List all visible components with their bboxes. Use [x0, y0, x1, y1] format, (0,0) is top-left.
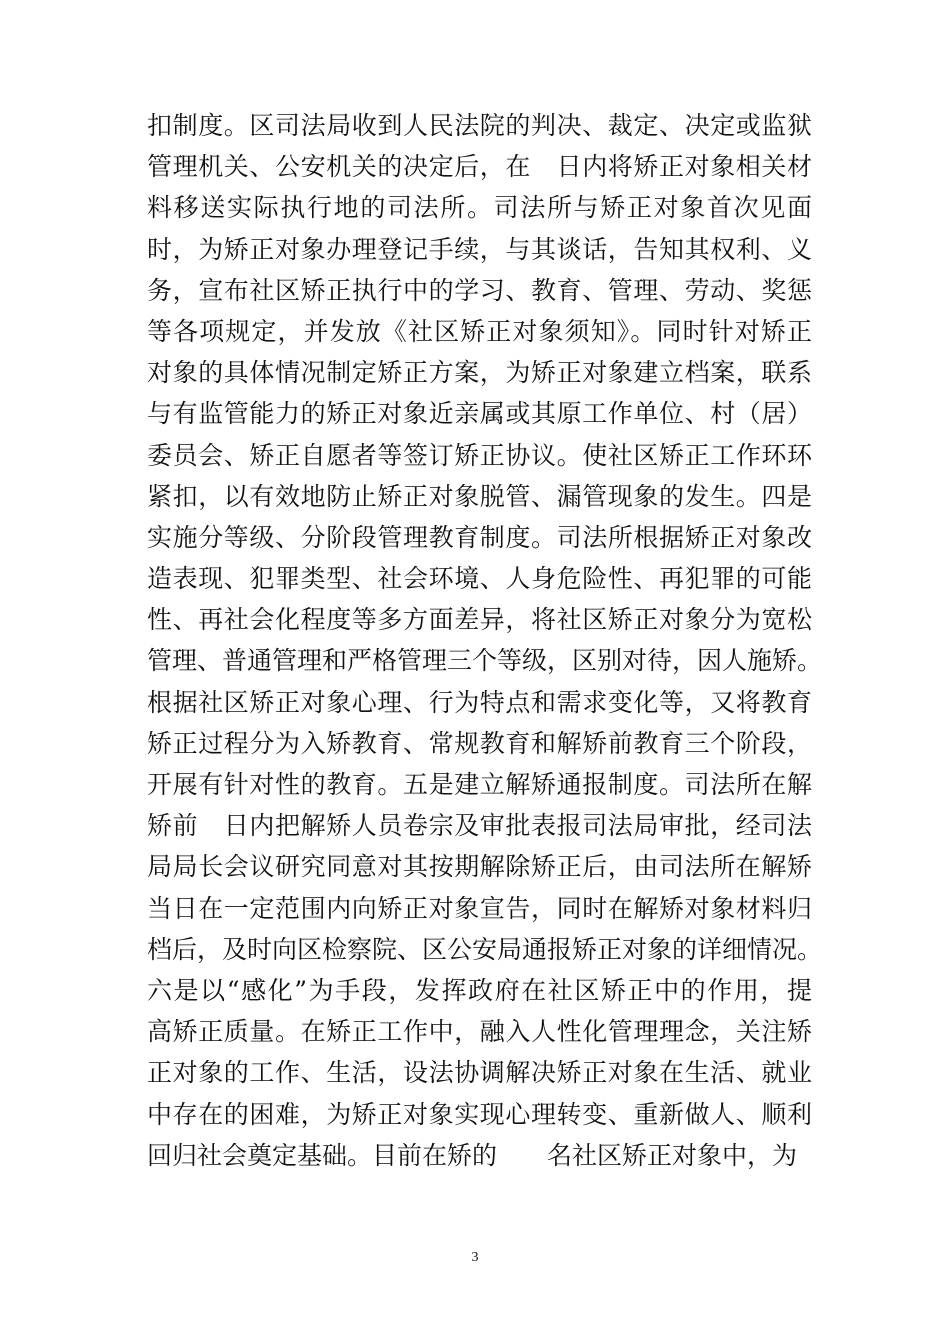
- text-line: 当日在一定范围内向矫正对象宣告，同时在解矫对象材料归: [147, 893, 812, 923]
- text-line: 局局长会议研究同意对其按期解除矫正后，由司法所在解矫: [147, 852, 812, 882]
- text-line: 回归社会奠定基础。目前在矫的 名社区矫正对象中，为: [147, 1140, 798, 1170]
- page-number: 3: [471, 1250, 479, 1265]
- text-line: 管理、普通管理和严格管理三个等级，区别对待，因人施矫。: [147, 646, 823, 676]
- text-line: 根据社区矫正对象心理、行为特点和需求变化等，又将教育: [147, 687, 812, 717]
- text-line: 中存在的困难，为矫正对象实现心理转变、重新做人、顺利: [147, 1099, 812, 1129]
- text-line: 委员会、矫正自愿者等签订矫正协议。使社区矫正工作环环: [147, 440, 812, 470]
- text-line: 对象的具体情况制定矫正方案，为矫正对象建立档案，联系: [147, 358, 812, 388]
- text-line: 实施分等级、分阶段管理教育制度。司法所根据矫正对象改: [147, 522, 812, 552]
- text-line: 性、再社会化程度等多方面差异，将社区矫正对象分为宽松: [147, 605, 812, 635]
- text-line: 料移送实际执行地的司法所。司法所与矫正对象首次见面: [147, 193, 812, 223]
- text-line: 管理机关、公安机关的决定后，在 日内将矫正对象相关材: [147, 152, 812, 182]
- text-line: 等各项规定，并发放《社区矫正对象须知》。同时针对矫正: [147, 316, 812, 346]
- text-line: 造表现、犯罪类型、社会环境、人身危险性、再犯罪的可能: [147, 564, 812, 594]
- text-line: 高矫正质量。在矫正工作中，融入人性化管理理念，关注矫: [147, 1017, 812, 1047]
- text-line: 开展有针对性的教育。五是建立解矫通报制度。司法所在解: [147, 770, 812, 799]
- text-line: 正对象的工作、生活，设法协调解决矫正对象在生活、就业: [147, 1058, 812, 1088]
- text-line: 与有监管能力的矫正对象近亲属或其原工作单位、村（居）: [147, 399, 812, 429]
- text-line: 紧扣，以有效地防止矫正对象脱管、漏管现象的发生。四是: [147, 481, 812, 511]
- text-line: 矫前 日内把解矫人员卷宗及审批表报司法局审批，经司法: [147, 811, 812, 841]
- text-line: 档后，及时向区检察院、区公安局通报矫正对象的详细情况。: [147, 934, 823, 964]
- text-line: 六是以“感化”为手段，发挥政府在社区矫正中的作用，提: [147, 975, 812, 1005]
- text-line: 扣制度。区司法局收到人民法院的判决、裁定、决定或监狱: [147, 111, 812, 140]
- text-line: 时，为矫正对象办理登记手续，与其谈话，告知其权利、义: [147, 234, 812, 264]
- body-text: [147, 105, 823, 1176]
- text-line: 矫正过程分为入矫教育、常规教育和解矫前教育三个阶段，: [147, 728, 812, 758]
- text-line: 务，宣布社区矫正执行中的学习、教育、管理、劳动、奖惩: [147, 275, 812, 305]
